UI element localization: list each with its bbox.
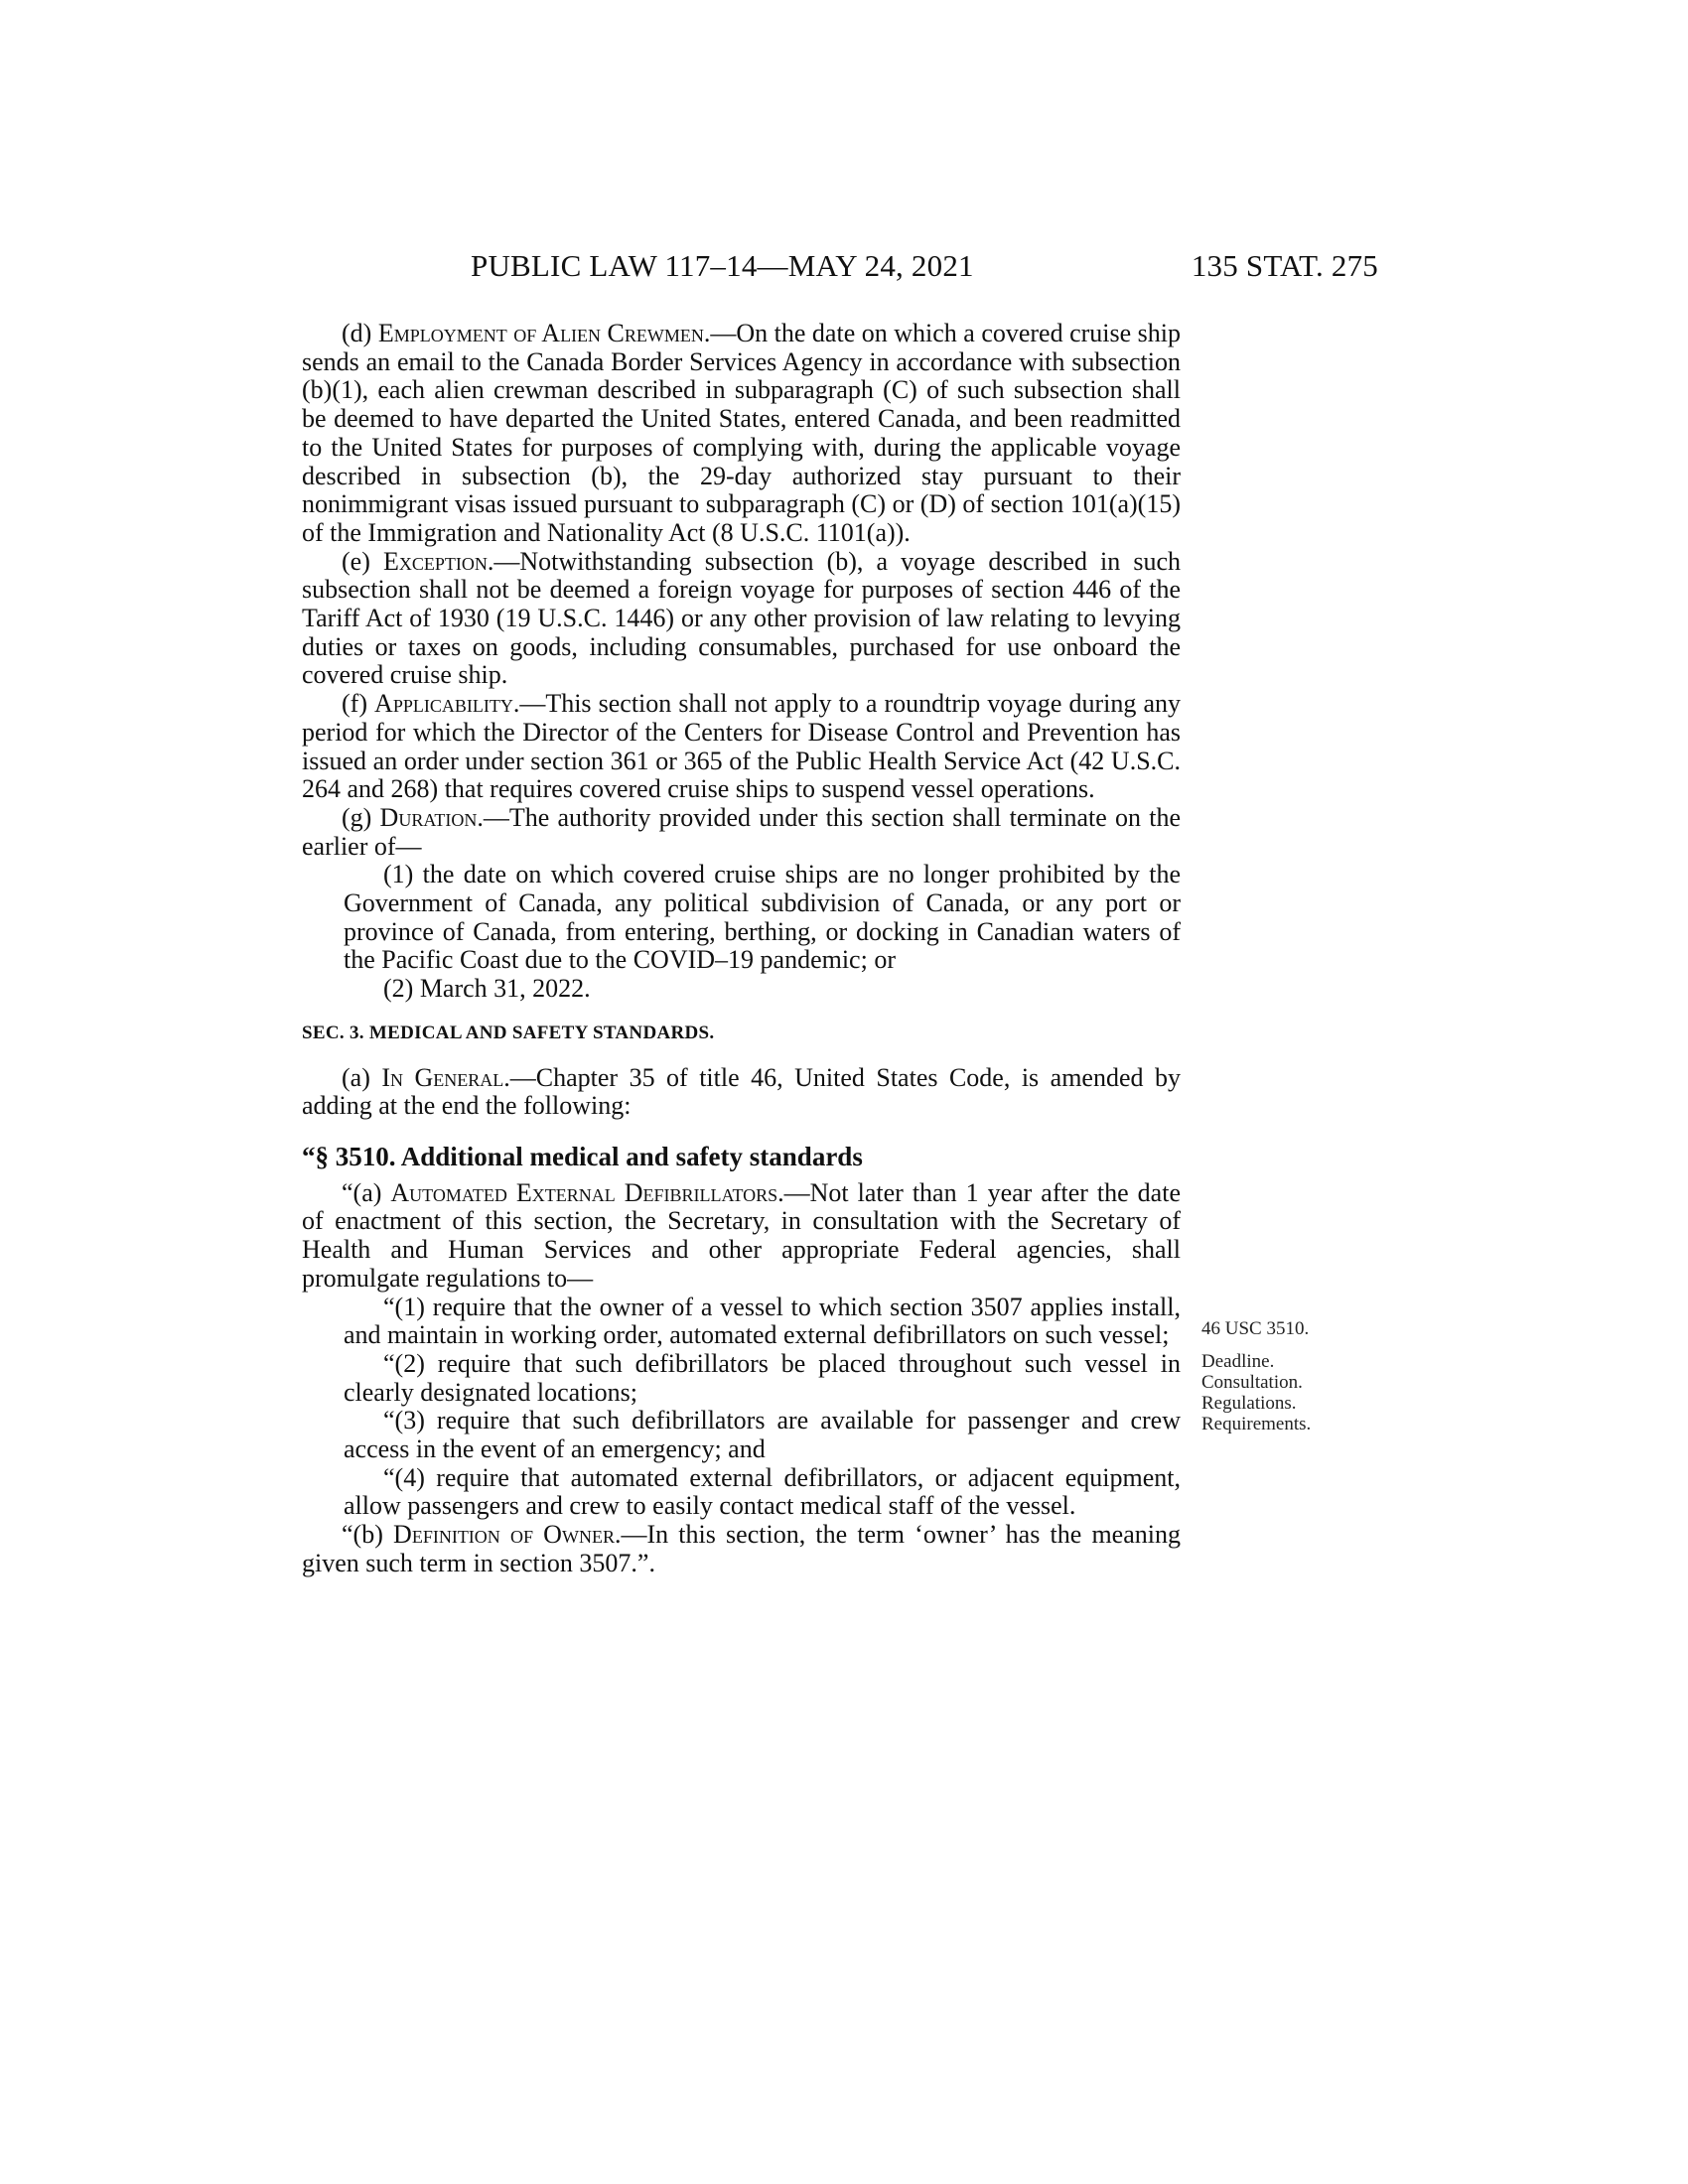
section-3510-subsection-a: “(a) Automated External Defibrillators.—Not later than 1 year after the date of enactment of this section, the Secretary, in consultation with the Secretary of Health and Human Services and other appropriate Federal agencies, shall promulgate regulations to—	[302, 1177, 1181, 1293]
margin-note-deadline: Deadline.	[1201, 1351, 1275, 1372]
section-3-subsection-a: (a) In General.—Chapter 35 of title 46, United States Code, is amended by adding at the end the following:	[302, 1062, 1181, 1121]
paragraph-heading: Duration	[379, 802, 478, 832]
paragraph-heading: Automated External Defibrillators	[390, 1177, 778, 1207]
paragraph-heading: Exception	[382, 546, 488, 576]
paragraph-d: (d) Employment of Alien Crewmen.—On the date on which a covered cruise ship sends an email to the Canada Border Services Agency in accordance with subsection (b)(1), each alien crewman described in subparagraph (C) of such subsection shall be deemed to have departed the United States, entered Canada, and been readmitted to the United States for purposes of complying with, during the applicable voyage described in subsection (b), the 29-day authorized stay pursuant to their nonimmigrant visas issued pursuant to subparagraph (C) or (D) of section 101(a)(15) of the Immigration and Nationality Act (8 U.S.C. 1101(a)).	[302, 319, 1182, 547]
running-title: PUBLIC LAW 117–14—MAY 24, 2021	[471, 248, 974, 283]
margin-note-requirements: Requirements.	[1201, 1414, 1312, 1434]
paragraph-heading: Definition of Owner	[393, 1520, 615, 1550]
stat-page-number: 135 STAT. 275	[1191, 248, 1378, 283]
section-3510-item-1: “(1) require that the owner of a vessel to which section 3507 applies install, and maintain in working order, automated external defibrillators on such vessel;	[344, 1292, 1181, 1350]
paragraph-heading: Applicability	[374, 689, 513, 719]
section-3510-item-3: “(3) require that such defibrillators are available for passenger and crew access in the event of an emergency; and	[344, 1406, 1181, 1464]
margin-note-regulations: Regulations.	[1201, 1393, 1297, 1414]
paragraph-heading: Employment of Alien Crewmen	[377, 319, 704, 347]
paragraph-heading: In General	[381, 1062, 504, 1092]
section-3-heading: SEC. 3. MEDICAL AND SAFETY STANDARDS.	[302, 1022, 715, 1043]
body-text	[302, 320, 1181, 1578]
paragraph-e: (e) Exception.—Notwithstanding subsection (b), a voyage described in such subsection shall not be deemed a foreign voyage for purposes of section 446 of the Tariff Act of 1930 (19 U.S.C. 1446) or any other provision of law relating to levying duties or taxes on goods, including consumables, purchased for use onboard the covered cruise ship.	[302, 546, 1182, 690]
page-header	[302, 248, 1378, 288]
margin-note-consultation: Consultation.	[1201, 1372, 1303, 1393]
section-3510-subsection-b: “(b) Definition of Owner.—In this section, the term ‘owner’ has the meaning given such term in section 3507.”.	[302, 1520, 1181, 1577]
paragraph-g: (g) Duration.—The authority provided under this section shall terminate on the earlier of—	[302, 802, 1181, 861]
paragraph-f: (f) Applicability.—This section shall not apply to a roundtrip voyage during any period for which the Director of the Centers for Disease Control and Prevention has issued an order under section 361 or 365 of the Public Health Service Act (42 U.S.C. 264 and 268) that requires covered cruise ships to suspend vessel operations.	[302, 689, 1181, 804]
section-3510-item-4: “(4) require that automated external defibrillators, or adjacent equipment, allow passengers and crew to easily contact medical staff of the vessel.	[344, 1462, 1181, 1521]
section-3510-item-2: “(2) require that such defibrillators be placed throughout such vessel in clearly designated locations;	[344, 1348, 1181, 1407]
paragraph-g-1: (1) the date on which covered cruise ships are no longer prohibited by the Government of Canada, any political subdivision of Canada, or any port or province of Canada, from entering, berthing, or docking in Canadian waters of the Pacific Coast due to the COVID–19 pandemic; or	[344, 860, 1181, 975]
margin-note-tags	[1201, 1351, 1311, 1434]
paragraph-g-2: (2) March 31, 2022.	[383, 974, 591, 1004]
section-3510-heading: “§ 3510. Additional medical and safety standards	[302, 1141, 863, 1171]
margin-note-usc: 46 USC 3510.	[1201, 1318, 1310, 1339]
